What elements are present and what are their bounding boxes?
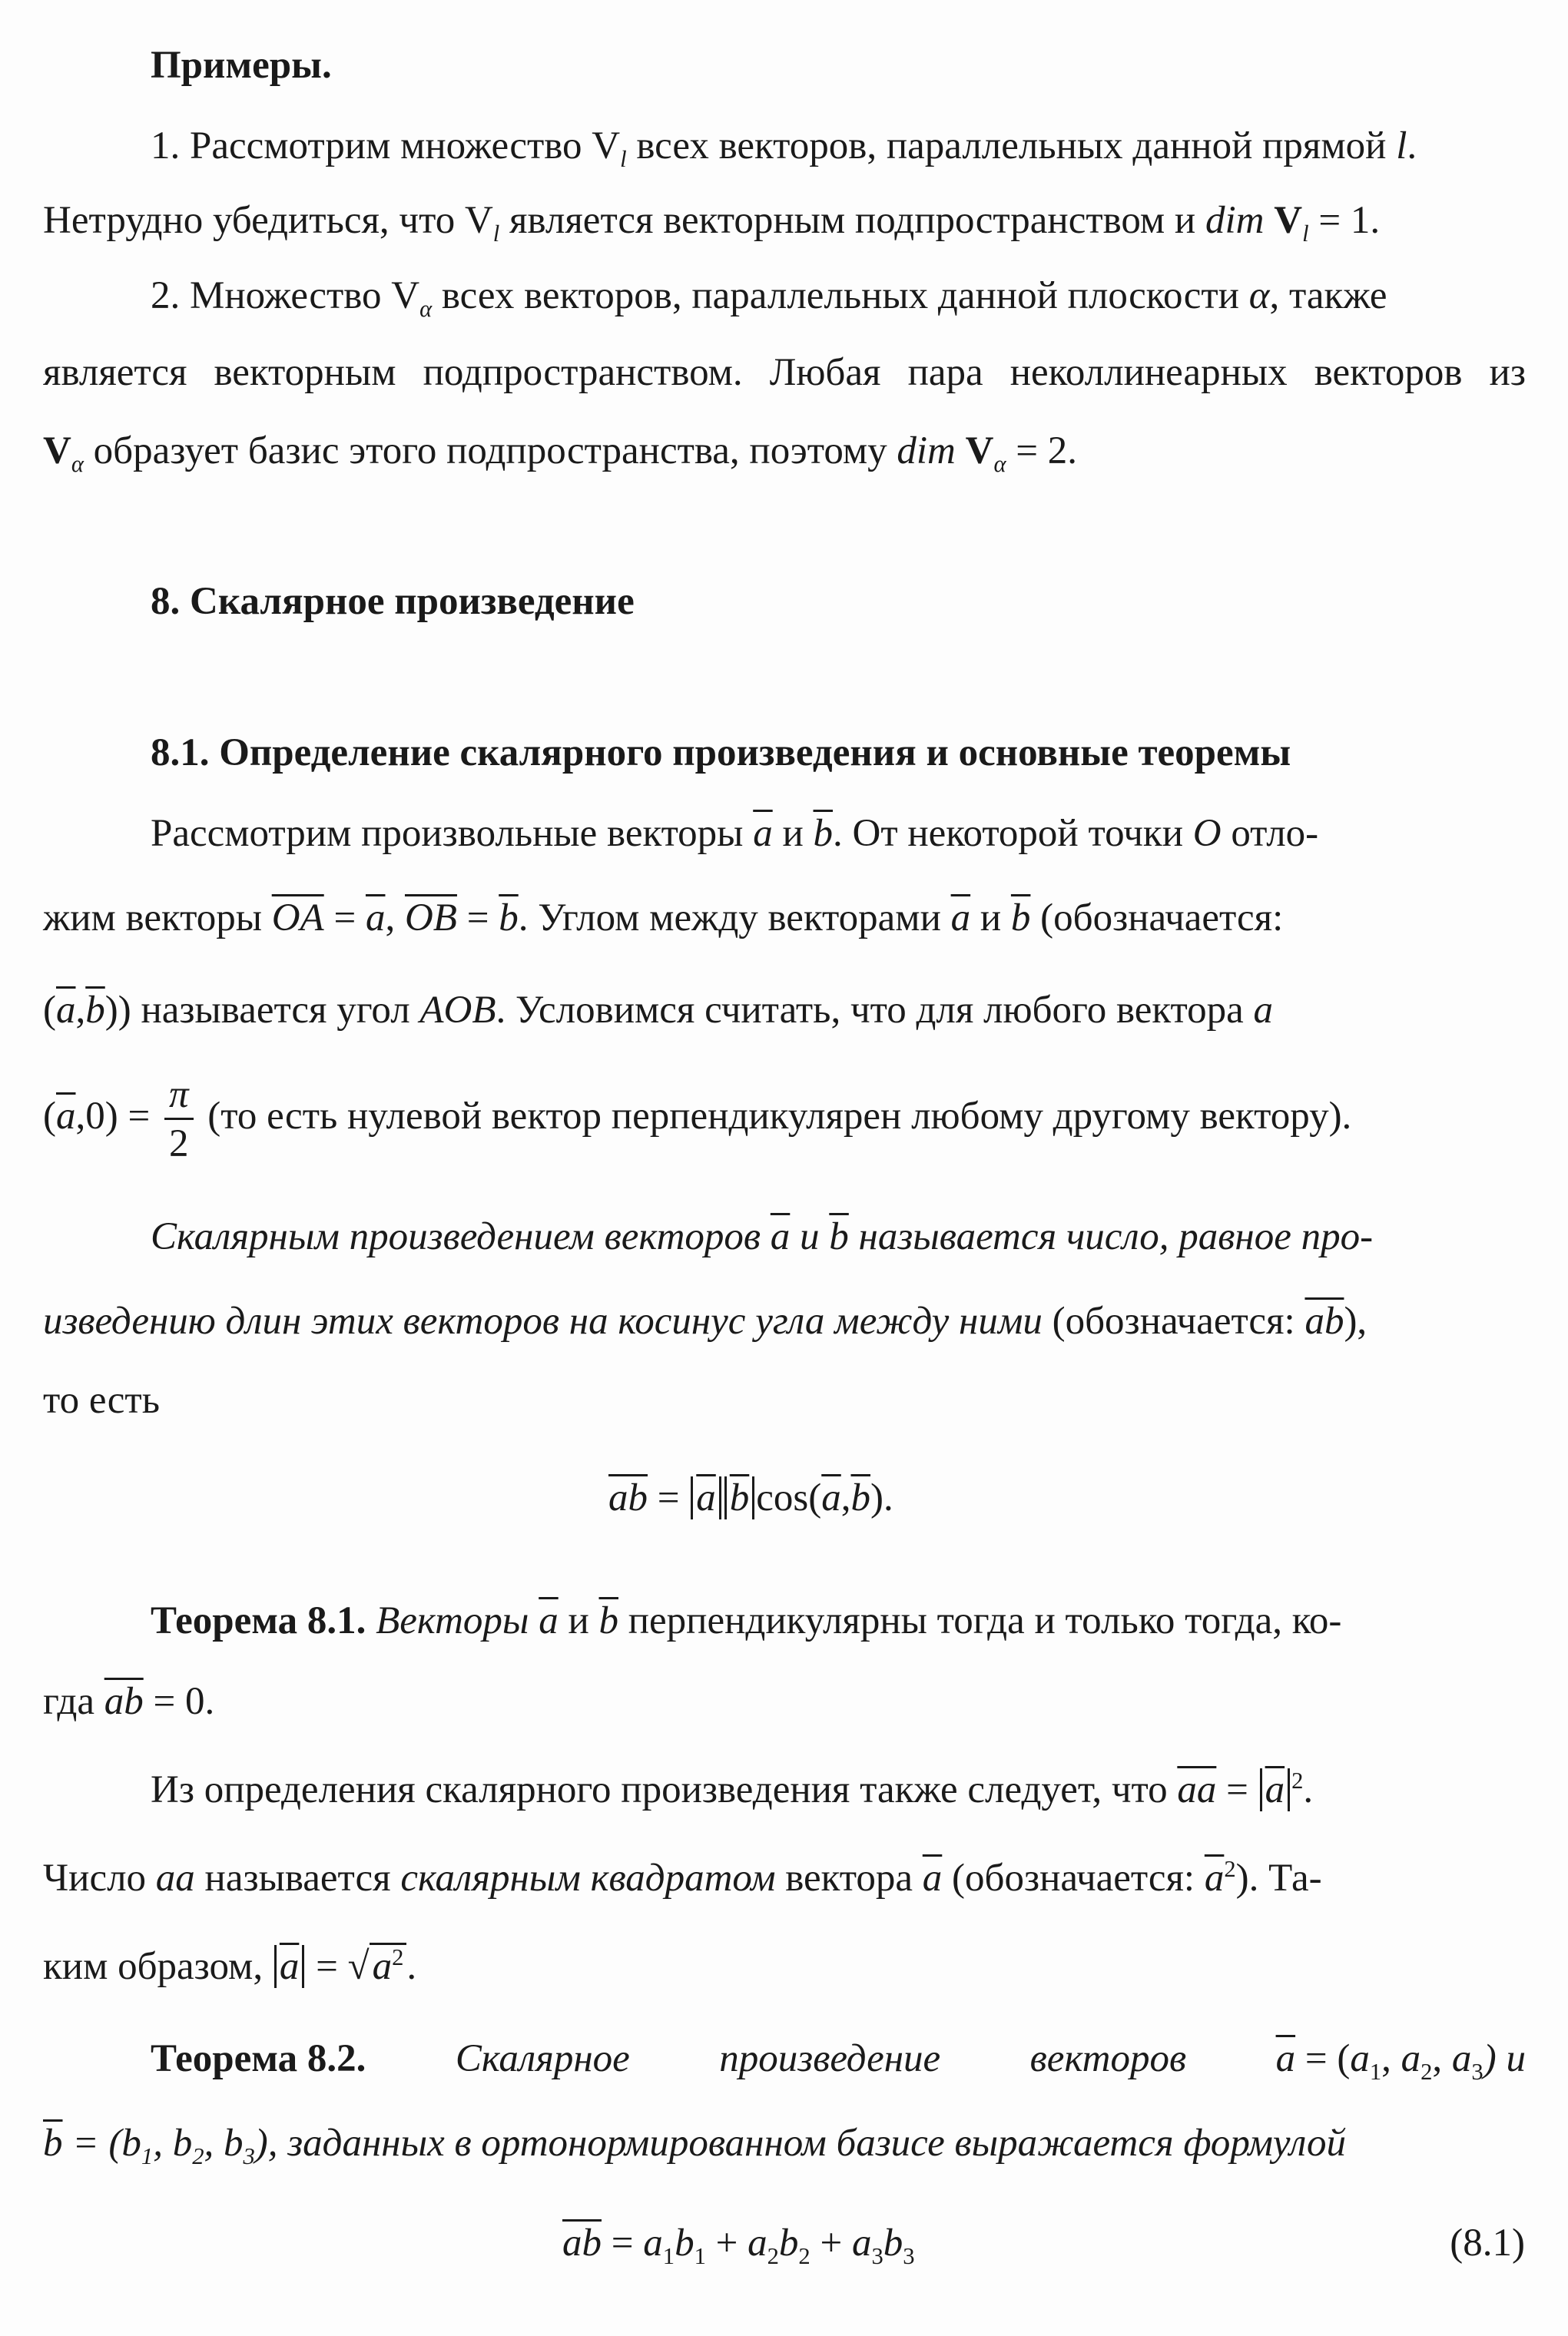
example-2-line-1: 2. Множество $V_\alpha$ всех векторов, параллельных данной плоскости α, также <box>151 274 1387 323</box>
def-line-2: изведению длин этих векторов на косинус угла между ними (обозначается: $\overline{ab}$), <box>43 1300 1367 1343</box>
p1-line-2: жим векторы $\overline{OA} = \overline{a}$, $\overline{OB} = \overline{b}$. Углом между векторами $\overline{a}$ и $\overline{b}$ (обозначается: <box>43 896 1284 939</box>
equation-number: (8.1) <box>1450 2222 1525 2265</box>
example-1-line-1: 1. Рассмотрим множество $V_l$ всех векторов, параллельных данной прямой l. <box>151 124 1417 173</box>
formula-8-1: $\overline{ab} = a_1b_1 + a_2b_2 + a_3b_3$ <box>562 2222 915 2270</box>
def-line-1: Скалярным произведением векторов $\overline{a}$ и $\overline{b}$ называется число, равное про- <box>151 1215 1374 1258</box>
p2-line-2: Число aa называется скалярным квадратом вектора $\overline{a}$ (обозначается: $\overline{a}^2$). Та- <box>43 1856 1322 1900</box>
p1-line-3: $(\overline{a},\overline{b})$) называется угол AOB. Условимся считать, что для любого вектора a <box>43 989 1273 1032</box>
def-line-3: то есть <box>43 1379 160 1422</box>
theorem-8-1-line-1: Теорема 8.1. Векторы $\overline{a}$ и $\overline{b}$ перпендикулярны тогда и только тогда, ко- <box>151 1599 1342 1642</box>
theorem-8-2-line-2: $\overline{b} = (b_1$, $b_2$, $b_3$), заданных в ортонормированном базисе выражается формулой <box>43 2122 1347 2170</box>
pi-over-2-fraction: $\frac{\pi}{2}$ <box>164 1075 194 1164</box>
theorem-8-2-line-1: Теорема 8.2. Скалярное произведение векторов $\overline{a} = (a_1$, $a_2$, $a_3$) и <box>151 2037 1526 2086</box>
definition-formula: $\overline{ab} = \overline{a}$ $\overline{b}$ $\cos(\overline{a},\overline{b})$. <box>608 1476 893 1519</box>
section-title: 8. Скалярное произведение <box>151 580 635 623</box>
p2-line-3: ким образом, $\overline{a} = √a^2$. <box>43 1944 417 1988</box>
subsection-title: 8.1. Определение скалярного произведения и основные теоремы <box>151 731 1291 774</box>
p1-line-1: Рассмотрим произвольные векторы $\overline{a}$ и $\overline{b}$. От некоторой точки O отло- <box>151 812 1319 855</box>
examples-heading: Примеры. <box>151 44 332 87</box>
example-2-line-2: является векторным подпространством. Любая пара неколлинеарных векторов из <box>43 351 1526 394</box>
p1-line-4: $(\overline{a},0)$ = $\frac{\pi}{2}$ (то есть нулевой вектор перпендикулярен любому другому вектору). <box>43 1073 1352 1165</box>
p2-line-1: Из определения скалярного произведения также следует, что $\overline{aa} = \overline{a}$ $^2$. <box>151 1768 1314 1811</box>
theorem-8-1-line-2: гда $\overline{ab} = 0$. <box>43 1680 215 1723</box>
example-1-line-2: Нетрудно убедиться, что $V_l$ является векторным подпространством и dim $V_l = 1$. <box>43 199 1381 247</box>
example-2-line-3: $V_\alpha$ образует базис этого подпространства, поэтому dim $V_\alpha = 2$. <box>43 429 1078 478</box>
